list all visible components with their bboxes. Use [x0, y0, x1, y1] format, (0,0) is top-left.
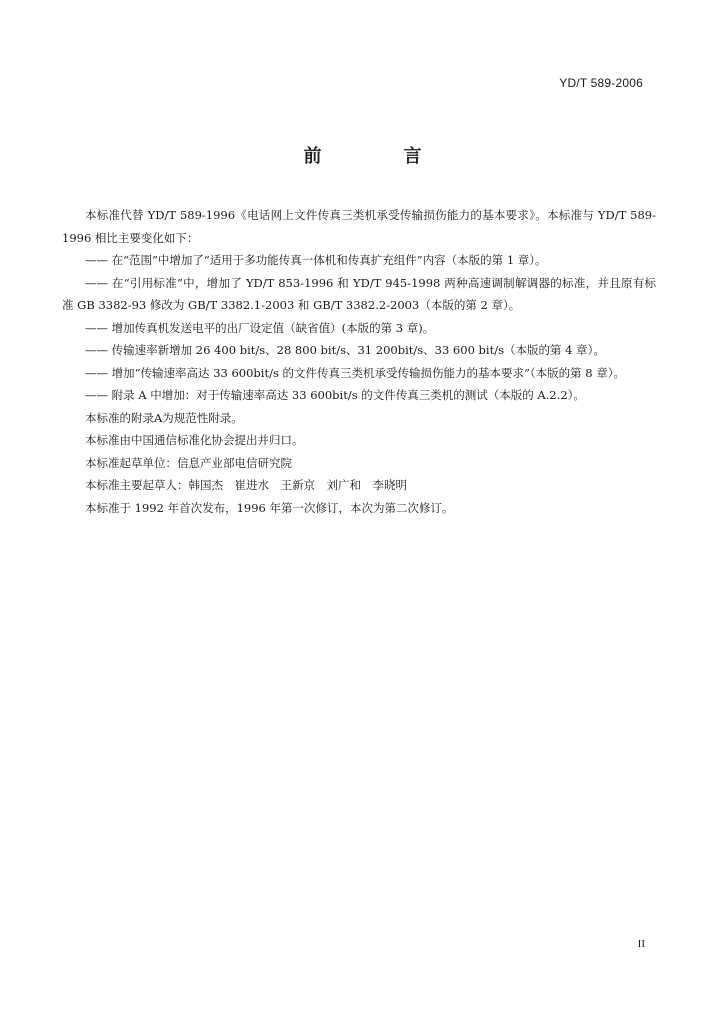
change-item-requirements: —— 增加“传输速率高达 33 600bit/s 的文件传真三类机承受传输损伤能力的基本要求”（本版的第 8 章）。 [85, 365, 626, 380]
change-item-rates: —— 传输速率新增加 26 400 bit/s、28 800 bit/s、31 200bit/s、33 600 bit/s（本版的第 4 章）。 [85, 343, 605, 357]
change-item-annex: —— 附录 A 中增加：对于传输速率高达 33 600bit/s 的文件传真三类机的测试（本版的 A.2.2）。 [85, 388, 585, 402]
paragraph-history: 本标准于 1992 年首次发布，1996 年第一次修订，本次为第二次修订。 [85, 500, 454, 515]
foreword-body [62, 204, 656, 519]
page-number: II [637, 938, 645, 950]
page-title: 前 言 [303, 146, 454, 167]
change-item-send-level: —— 增加传真机发送电平的出厂设定值（缺省值）(本版的第 3 章)。 [85, 320, 435, 335]
document-code: YD/T 589-2006 [559, 76, 643, 90]
change-item-references: —— 在“引用标准”中，增加了 YD/T 853-1996 和 YD/T 945-1998 两种高速调制解调器的标准，并且原有标准 GB 3382-93 修改为 GB/T 3382.1-2003 和 GB/T 3382.2-2003（本版的第 2 章）。 [62, 275, 656, 312]
paragraph-drafting-unit: 本标准起草单位：信息产业部电信研究院 [85, 455, 292, 470]
paragraph-annex-normative: 本标准的附录A为规范性附录。 [85, 410, 243, 425]
paragraph-proposer: 本标准由中国通信标准化协会提出并归口。 [85, 433, 304, 447]
paragraph-intro: 本标准代替 YD/T 589-1996《电话网上文件传真三类机承受传输损伤能力的基本要求》。本标准与 YD/T 589-1996 相比主要变化如下： [62, 208, 656, 245]
paragraph-drafters: 本标准主要起草人：韩国杰 崔进水 王新京 刘广和 李晓明 [85, 478, 407, 492]
change-item-scope: —— 在“范围”中增加了“适用于多功能传真一体机和传真扩充组件”内容（本版的第 1 章）。 [85, 253, 547, 267]
